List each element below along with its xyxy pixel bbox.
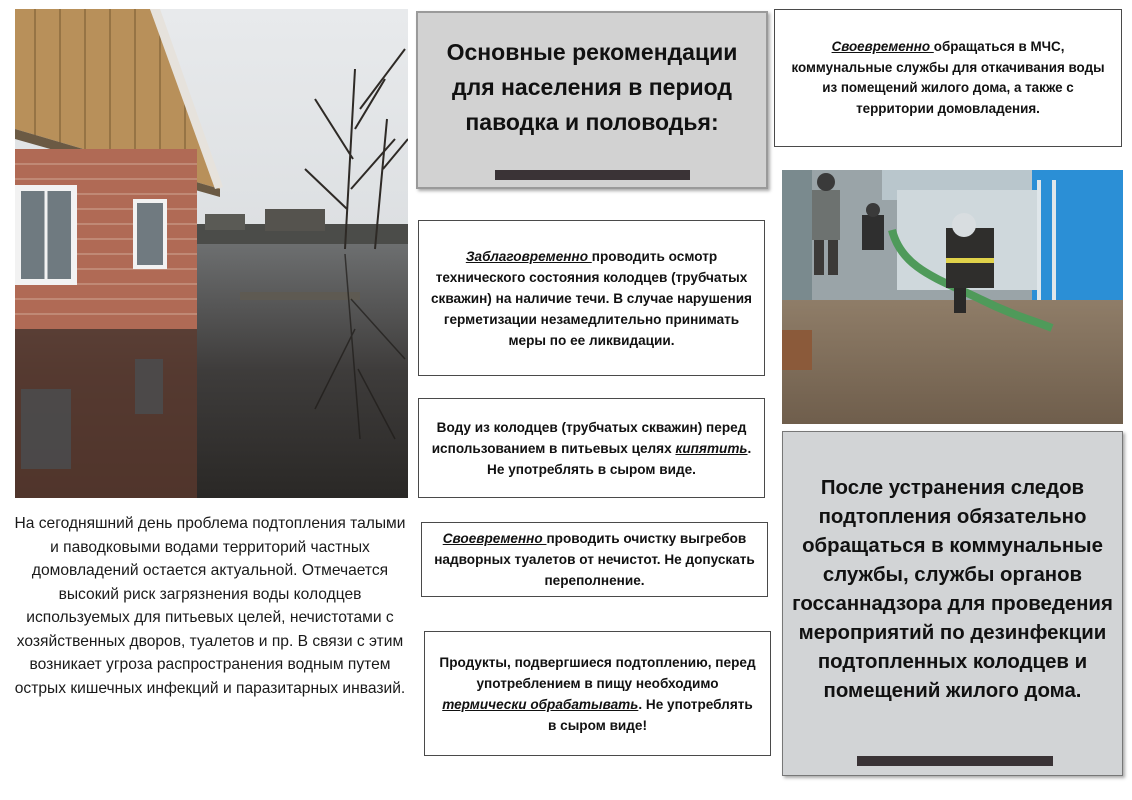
final-divider-bar — [857, 756, 1053, 766]
emergency-text: обращаться в МЧС, коммунальные службы для откачивания воды из помещений жилого дома, а также с территории домовладения. — [791, 39, 1105, 116]
cesspools-lead: Своевременно — [442, 531, 547, 546]
final-recommendation-box — [782, 431, 1123, 776]
flooded-house-photo — [15, 9, 408, 498]
wells-check-text: проводить осмотр технического состояния колодцев (трубчатых скважин) на наличие течи. В случае нарушения герметизации незамедлительно принимать меры по ее ликвидации. — [431, 248, 752, 348]
food-text-after: . Не употреблять в сыром виде! — [548, 696, 753, 733]
title-line-1: Основные рекомендации — [446, 39, 738, 65]
intro-paragraph: На сегодняшний день проблема подтопления талыми и паводковыми водами территорий частных домовладений остается актуальной. Отмечается высокий риск загрязнения воды колодцев используемых для питьевых целей, нечистотами с хозяйственных дворов, туалетов и пр. В связи с этим возникает угроза распространения водным путем острых кишечных инфекций и паразитарных инвазий. — [14, 515, 406, 697]
recommendation-wells-check — [418, 220, 765, 376]
recommendation-cesspools — [421, 522, 768, 597]
food-text-before: Продукты, подвергшиеся подтоплению, перед употреблением в пищу необходимо — [439, 654, 756, 691]
boil-water-text-after: . Не употреблять в сыром виде. — [487, 440, 752, 477]
boil-water-text-before: Воду из колодцев (трубчатых скважин) перед использованием в питьевых целях — [431, 419, 747, 456]
food-emphasis: термически обрабатывать — [442, 696, 639, 712]
rescuers-pumping-photo — [782, 170, 1123, 424]
wells-check-lead: Заблаговременно — [465, 248, 592, 264]
cesspools-text: проводить очистку выгребов надворных туалетов от нечистот. Не допускать переполнение. — [434, 531, 755, 588]
emergency-lead: Своевременно — [831, 39, 934, 54]
recommendation-emergency-services — [774, 9, 1122, 147]
recommendation-boil-water — [418, 398, 765, 498]
final-recommendation-text: После устранения следов подтопления обязательно обращаться в коммунальные службы, службы органов госсаннадзора для проведения мероприятий по дезинфекции подтопленных колодцев и помещений жилого дома. — [792, 477, 1113, 702]
boil-water-emphasis: кипятить — [675, 440, 748, 456]
title-line-3: паводка и половодья: — [465, 109, 719, 135]
recommendation-food — [424, 631, 771, 756]
title-divider-bar — [495, 170, 690, 180]
title-box — [416, 11, 768, 189]
title-line-2: для населения в период — [452, 74, 732, 100]
